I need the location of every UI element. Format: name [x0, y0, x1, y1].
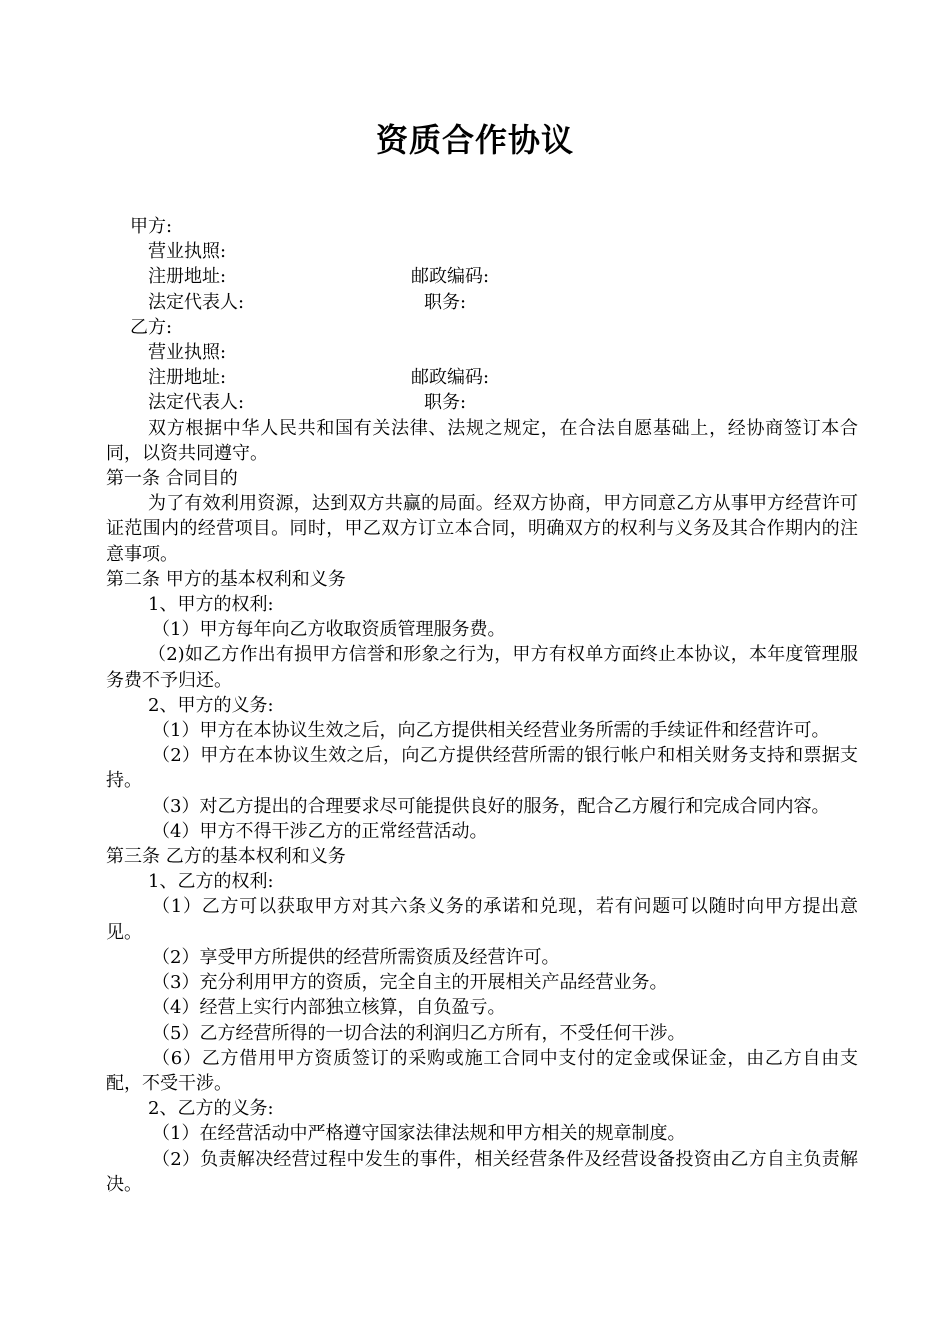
party-b-address: 注册地址: [148, 367, 227, 389]
article-2-duty-3: （3）对乙方提出的合理要求尽可能提供良好的服务，配合乙方履行和完成合同内容。 [152, 795, 830, 817]
party-b-label: 乙方: [130, 316, 173, 338]
party-a-label: 甲方: [130, 216, 173, 237]
document-title: 资质合作协议 [375, 121, 574, 159]
article-3-right-4: （4）经营上实行内部独立核算，自负盈亏。 [152, 997, 506, 1019]
party-b-position: 职务: [424, 392, 467, 414]
article-3-duty-2: （2）负责解决经营过程中发生的事件，相关经营条件及经营设备投资由乙方自主负责解决。 [106, 1148, 858, 1195]
party-b-license: 营业执照: [148, 342, 227, 364]
article-3-right-2: （2）享受甲方所提供的经营所需资质及经营许可。 [152, 946, 560, 968]
party-b-postcode: 邮政编码: [411, 367, 490, 389]
article-2-duties-heading: 2、甲方的义务: [148, 694, 274, 716]
party-b-rep-row [106, 390, 858, 415]
article-3-right-1: （1）乙方可以获取甲方对其六条义务的承诺和兑现，若有问题可以随时向甲方提出意见。 [106, 896, 858, 943]
article-3-rights-heading: 1、乙方的权利: [148, 871, 274, 893]
party-a-position: 职务: [424, 291, 467, 313]
article-2-rights-heading: 1、甲方的权利: [148, 594, 274, 616]
article-1-heading: 第一条 合同目的 [106, 468, 238, 490]
party-b-address-row [106, 365, 858, 390]
preamble: 双方根据中华人民共和国有关法律、法规之规定，在合法自愿基础上，经协商签订本合同，以资共同遵守。 [106, 417, 858, 464]
document-body [106, 214, 858, 1197]
article-3-heading: 第三条 乙方的基本权利和义务 [106, 846, 346, 868]
article-3-right-6: （6）乙方借用甲方资质签订的采购或施工合同中支付的定金或保证金，由乙方自由支配，不受干涉。 [106, 1047, 858, 1094]
article-3-right-5: （5）乙方经营所得的一切合法的利润归乙方所有，不受任何干涉。 [152, 1022, 686, 1044]
article-3-duty-1: （1）在经营活动中严格遵守国家法律法规和甲方相关的规章制度。 [152, 1123, 686, 1145]
party-a-postcode: 邮政编码: [411, 266, 490, 288]
article-2-duty-1: （1）甲方在本协议生效之后，向乙方提供相关经营业务所需的手续证件和经营许可。 [152, 720, 830, 742]
party-a-license: 营业执照: [148, 241, 227, 263]
article-2-duty-2: （2）甲方在本协议生效之后，向乙方提供经营所需的银行帐户和相关财务支持和票据支持。 [106, 745, 858, 792]
party-b-rep: 法定代表人: [148, 392, 245, 414]
party-a-rep-row [106, 290, 858, 315]
party-a-address-row [106, 264, 858, 289]
party-a-rep: 法定代表人: [148, 291, 245, 313]
article-2-right-2: （2)如乙方作出有损甲方信誉和形象之行为，甲方有权单方面终止本协议，本年度管理服务费不予归还。 [106, 644, 858, 691]
article-2-duty-4: （4）甲方不得干涉乙方的正常经营活动。 [152, 820, 488, 842]
article-1-text: 为了有效利用资源，达到双方共赢的局面。经双方协商，甲方同意乙方从事甲方经营许可证范围内的经营项目。同时，甲乙双方订立本合同，明确双方的权利与义务及其合作期内的注意事项。 [106, 493, 858, 565]
party-a-address: 注册地址: [148, 266, 227, 288]
article-2-heading: 第二条 甲方的基本权利和义务 [106, 568, 346, 590]
article-2-right-1: （1）甲方每年向乙方收取资质管理服务费。 [152, 619, 506, 641]
article-3-right-3: （3）充分利用甲方的资质，完全自主的开展相关产品经营业务。 [152, 972, 668, 994]
article-3-duties-heading: 2、乙方的义务: [148, 1098, 274, 1120]
